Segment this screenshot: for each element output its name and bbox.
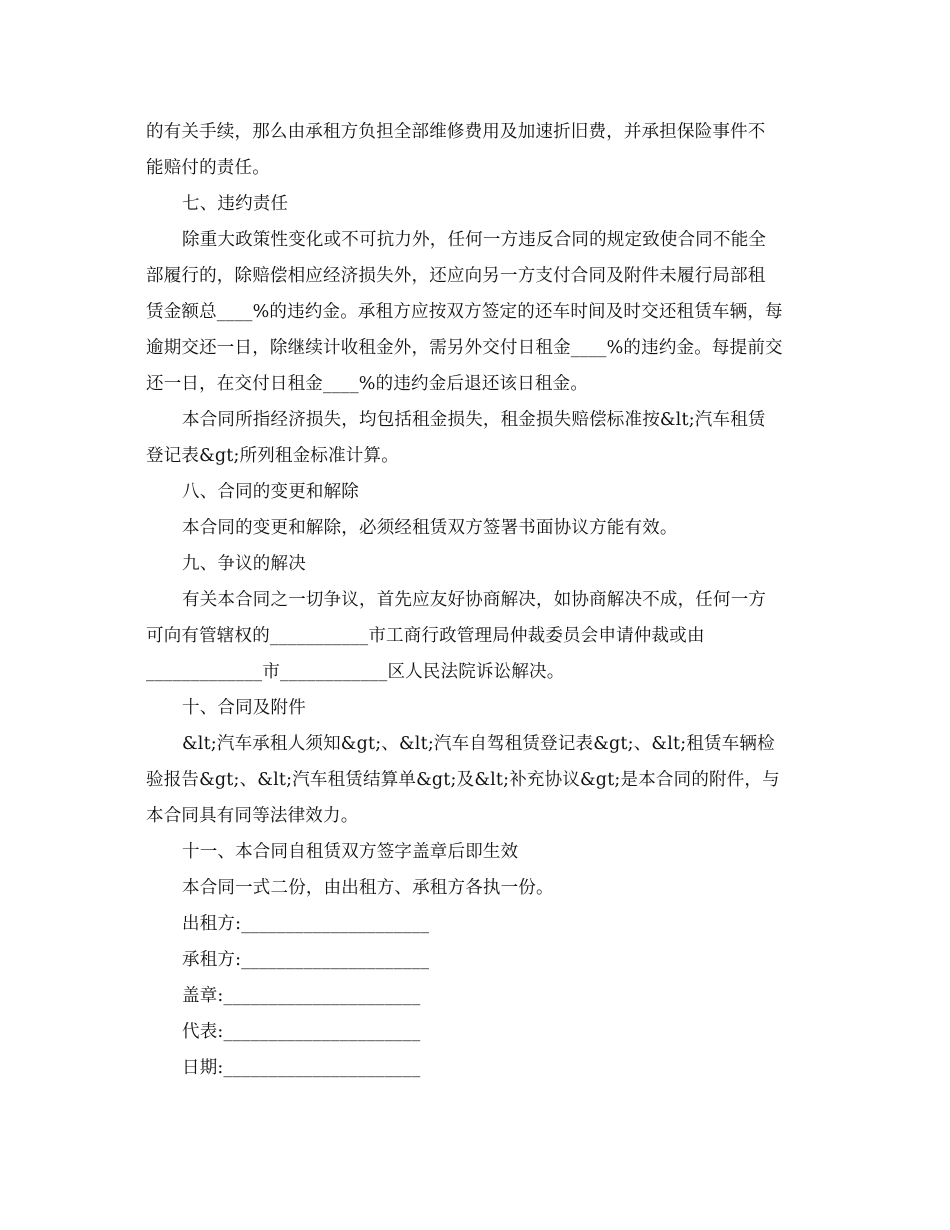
paragraph-line: 还一日，在交付日租金____%的违约金后退还该日租金。 <box>146 374 589 394</box>
signature-seal: 盖章:______________________ <box>182 986 421 1006</box>
paragraph-line: 能赔付的责任。 <box>146 158 270 178</box>
paragraph-line: 本合同一式二份，由出租方、承租方各执一份。 <box>182 878 554 898</box>
section-heading-dispute: 九、争议的解决 <box>182 554 306 574</box>
section-heading-effective: 十一、本合同自租赁双方签字盖章后即生效 <box>182 842 519 862</box>
paragraph-line: 逾期交还一日，除继续计收租金外，需另外交付日租金____%的违约金。每提前交 <box>146 338 783 358</box>
paragraph-line: 部履行的，除赔偿相应经济损失外，还应向另一方支付合同及附件未履行局部租 <box>146 266 766 286</box>
paragraph-line: 本合同的变更和解除，必须经租赁双方签署书面协议方能有效。 <box>182 518 678 538</box>
paragraph-line: 可向有管辖权的___________市工商行政管理局仲裁委员会申请仲裁或由 <box>146 626 705 646</box>
paragraph-line: 登记表&gt;所列租金标准计算。 <box>146 446 399 466</box>
signature-representative: 代表:______________________ <box>182 1022 421 1042</box>
signature-lessor: 出租方:_____________________ <box>182 914 430 934</box>
paragraph-line: 有关本合同之一切争议，首先应友好协商解决，如协商解决不成，任何一方 <box>182 590 767 610</box>
section-heading-breach: 七、违约责任 <box>182 194 289 214</box>
paragraph-line: 赁金额总____%的违约金。承租方应按双方签定的还车时间及时交还租赁车辆，每 <box>146 302 783 322</box>
section-heading-change: 八、合同的变更和解除 <box>182 482 359 502</box>
signature-date: 日期:______________________ <box>182 1058 421 1078</box>
paragraph-line: &lt;汽车承租人须知&gt;、&lt;汽车自驾租赁登记表&gt;、&lt;租赁车辆检 <box>182 734 775 754</box>
paragraph-line: 本合同具有同等法律效力。 <box>146 806 359 826</box>
paragraph-line: 验报告&gt;、&lt;汽车租赁结算单&gt;及&lt;补充协议&gt;是本合同的附件，与 <box>146 770 780 790</box>
paragraph-line: _____________市____________区人民法院诉讼解决。 <box>146 662 565 682</box>
paragraph-line: 本合同所指经济损失，均包括租金损失，租金损失赔偿标准按&lt;汽车租赁 <box>182 410 766 430</box>
signature-lessee: 承租方:_____________________ <box>182 950 430 970</box>
paragraph-line: 的有关手续，那么由承租方负担全部维修费用及加速折旧费，并承担保险事件不 <box>146 122 766 142</box>
paragraph-line: 除重大政策性变化或不可抗力外，任何一方违反合同的规定致使合同不能全 <box>182 230 767 250</box>
section-heading-attachments: 十、合同及附件 <box>182 698 306 718</box>
document-body <box>146 114 806 1086</box>
